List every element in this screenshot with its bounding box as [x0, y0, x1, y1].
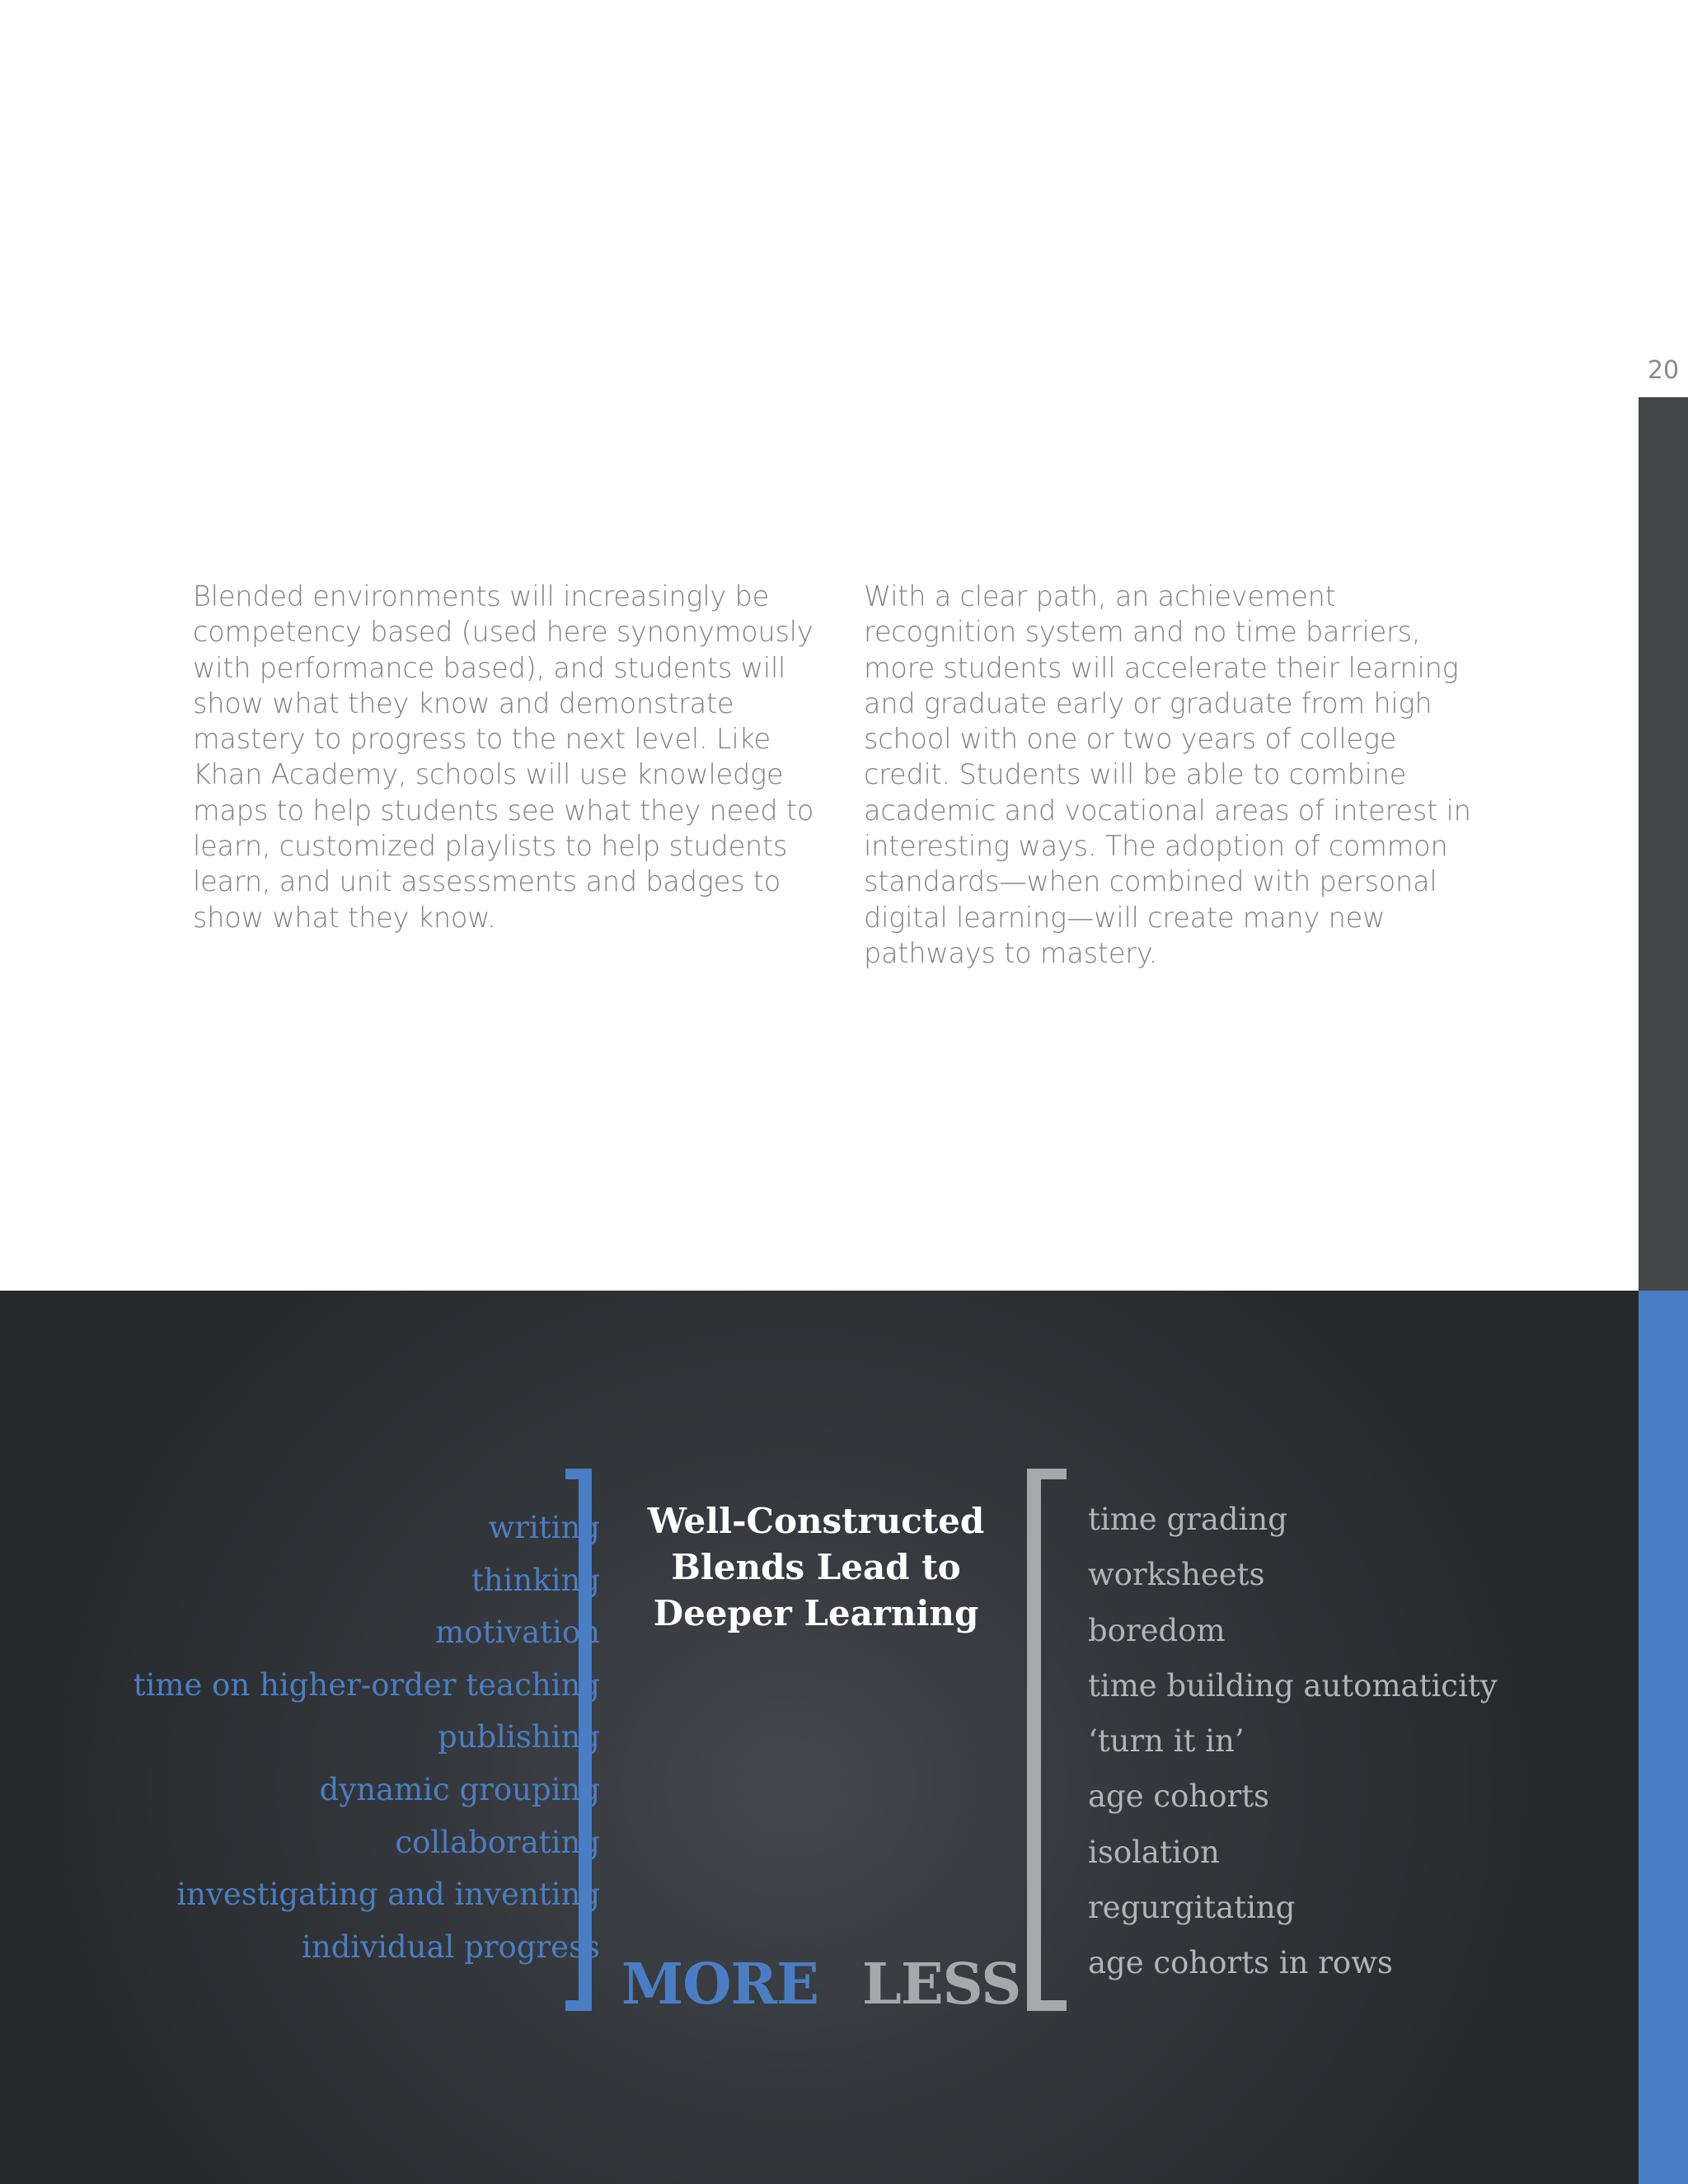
graphic-title-line: Deeper Learning: [653, 1593, 979, 1633]
more-bracket: [565, 1469, 592, 2011]
less-bracket: [1027, 1469, 1067, 2011]
less-item: age cohorts in rows: [1088, 1945, 1393, 1981]
more-item: writing: [488, 1510, 600, 1545]
page-number: 20: [1647, 356, 1680, 385]
side-bar-dark: [1639, 397, 1688, 1291]
less-item: ‘turn it in’: [1088, 1723, 1245, 1760]
more-list: [134, 1502, 600, 1973]
less-item: time grading: [1088, 1502, 1287, 1537]
more-item: dynamic grouping: [319, 1771, 600, 1807]
less-list: [1088, 1492, 1498, 1991]
more-item: publishing: [437, 1719, 600, 1755]
less-item: age cohorts: [1088, 1779, 1270, 1815]
body-paragraph-right: With a clear path, an achievement recognition system and no time barriers, more students will accelerate their learning and graduate early or graduate from high school with one or two years of college credit. Students will be able to combine academic and vocational areas of interest in interesting ways. The adoption of common standards—when combined with personal digital learning—will create many new pathways to mastery.: [864, 580, 1471, 969]
body-paragraph-left: Blended environments will increasingly be competency based (used here synonymously with performance based), and students will show what they know and demonstrate mastery to progress to the next level. Like Khan Academy, schools will use knowledge maps to help students see what they need to learn, customized playlists to help students learn, and unit assessments and badges to show what they know.: [193, 580, 814, 934]
graphic-title-line: Blends Lead to: [671, 1547, 961, 1587]
more-item: thinking: [471, 1562, 600, 1598]
less-item: time building automaticity: [1088, 1667, 1498, 1704]
less-item: boredom: [1088, 1612, 1226, 1648]
more-item: motivation: [435, 1615, 600, 1651]
graphic-title-line: Well-Constructed: [647, 1501, 985, 1541]
less-item: regurgitating: [1088, 1890, 1296, 1926]
less-label: LESS: [862, 1952, 1021, 2018]
more-item: investigating and inventing: [176, 1877, 600, 1913]
more-label: MORE: [621, 1952, 818, 2018]
less-item: isolation: [1088, 1834, 1220, 1870]
more-item: collaborating: [395, 1824, 600, 1860]
more-item: individual progress: [302, 1929, 600, 1965]
more-item: time on higher-order teaching: [133, 1666, 600, 1703]
graphic-title: [610, 1498, 1022, 1637]
side-bar-blue: [1639, 1291, 1688, 2184]
less-item: worksheets: [1088, 1557, 1265, 1593]
